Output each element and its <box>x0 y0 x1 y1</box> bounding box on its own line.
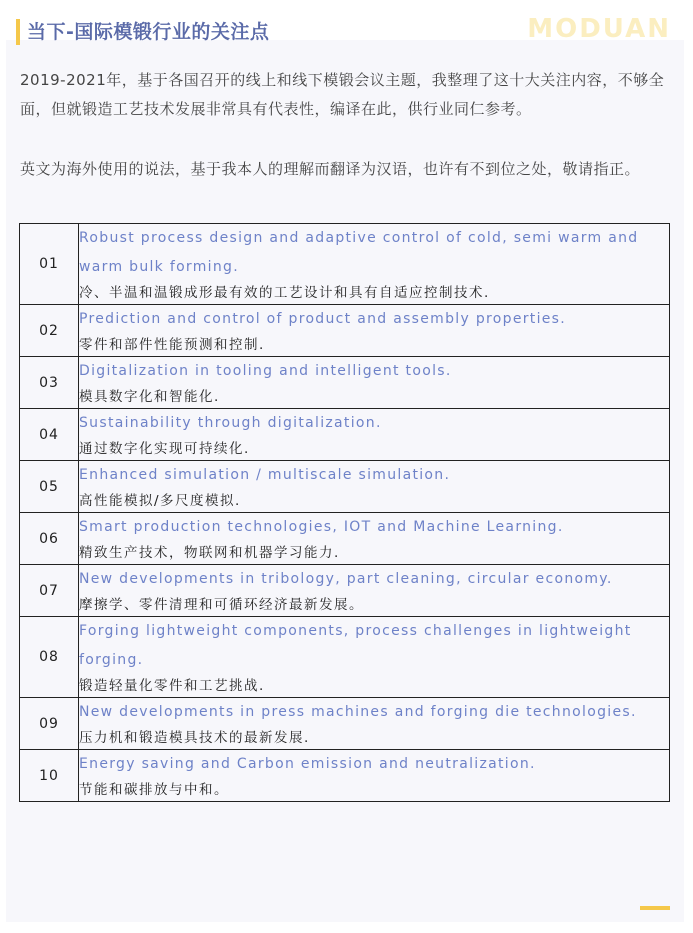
table-row <box>20 750 670 802</box>
topic-description <box>79 305 670 357</box>
watermark-logo: MODUAN <box>527 14 671 44</box>
topic-description <box>79 357 670 409</box>
topic-description <box>79 224 670 305</box>
topic-english: Forging lightweight components, process challenges in lightweight forging. <box>79 623 632 668</box>
topic-english: Smart production technologies, IOT and Machine Learning. <box>79 519 564 535</box>
intro-paragraph-2: 英文为海外使用的说法，基于我本人的理解而翻译为汉语，也许有不到位之处，敬请指正。 <box>20 160 641 178</box>
topic-english: Enhanced simulation / multiscale simulation. <box>79 467 451 483</box>
topic-description <box>79 565 670 617</box>
topic-description <box>79 513 670 565</box>
topic-english: Prediction and control of product and assembly properties. <box>79 311 567 327</box>
topic-chinese: 摩擦学、零件清理和可循环经济最新发展。 <box>79 597 364 613</box>
topic-english: New developments in tribology, part cleaning, circular economy. <box>79 571 613 587</box>
topic-chinese: 冷、半温和温锻成形最有效的工艺设计和具有自适应控制技术. <box>79 285 490 301</box>
section-header <box>16 18 269 46</box>
topic-number: 07 <box>20 565 79 617</box>
table-row <box>20 513 670 565</box>
topic-number: 03 <box>20 357 79 409</box>
topic-number: 09 <box>20 698 79 750</box>
topic-chinese: 通过数字化实现可持续化. <box>79 441 250 457</box>
table-row <box>20 461 670 513</box>
topic-number: 04 <box>20 409 79 461</box>
topic-description <box>79 617 670 698</box>
topic-chinese: 节能和碳排放与中和。 <box>79 782 229 798</box>
topic-description <box>79 461 670 513</box>
table-row <box>20 565 670 617</box>
table-row <box>20 305 670 357</box>
accent-bar <box>16 19 20 45</box>
topic-english: Sustainability through digitalization. <box>79 415 382 431</box>
topic-number: 06 <box>20 513 79 565</box>
topic-number: 01 <box>20 224 79 305</box>
footer-accent-bar <box>640 906 670 910</box>
topic-english: New developments in press machines and forging die technologies. <box>79 704 637 720</box>
topic-chinese: 精致生产技术，物联网和机器学习能力. <box>79 545 340 561</box>
table-row <box>20 224 670 305</box>
topic-chinese: 锻造轻量化零件和工艺挑战. <box>79 678 265 694</box>
intro-paragraph-1: 2019-2021年，基于各国召开的线上和线下模锻会议主题，我整理了这十大关注内容，不够全面，但就锻造工艺技术发展非常具有代表性，编译在此，供行业同仁参考。 <box>20 71 665 118</box>
page-title: 当下-国际模锻行业的关注点 <box>27 21 270 43</box>
topic-description <box>79 698 670 750</box>
topic-english: Energy saving and Carbon emission and neutralization. <box>79 756 536 772</box>
topic-description <box>79 409 670 461</box>
table-row <box>20 409 670 461</box>
topic-number: 05 <box>20 461 79 513</box>
topic-number: 10 <box>20 750 79 802</box>
topic-description <box>79 750 670 802</box>
topic-english: Digitalization in tooling and intelligent tools. <box>79 363 452 379</box>
table-row <box>20 698 670 750</box>
topic-chinese: 高性能模拟/多尺度模拟. <box>79 493 241 509</box>
topic-number: 08 <box>20 617 79 698</box>
topic-english: Robust process design and adaptive control of cold, semi warm and warm bulk forming. <box>79 230 639 275</box>
topic-chinese: 模具数字化和智能化. <box>79 389 220 405</box>
topics-table <box>19 223 670 802</box>
table-row <box>20 357 670 409</box>
topic-chinese: 零件和部件性能预测和控制. <box>79 337 265 353</box>
topic-number: 02 <box>20 305 79 357</box>
table-row <box>20 617 670 698</box>
topic-chinese: 压力机和锻造模具技术的最新发展. <box>79 730 310 746</box>
